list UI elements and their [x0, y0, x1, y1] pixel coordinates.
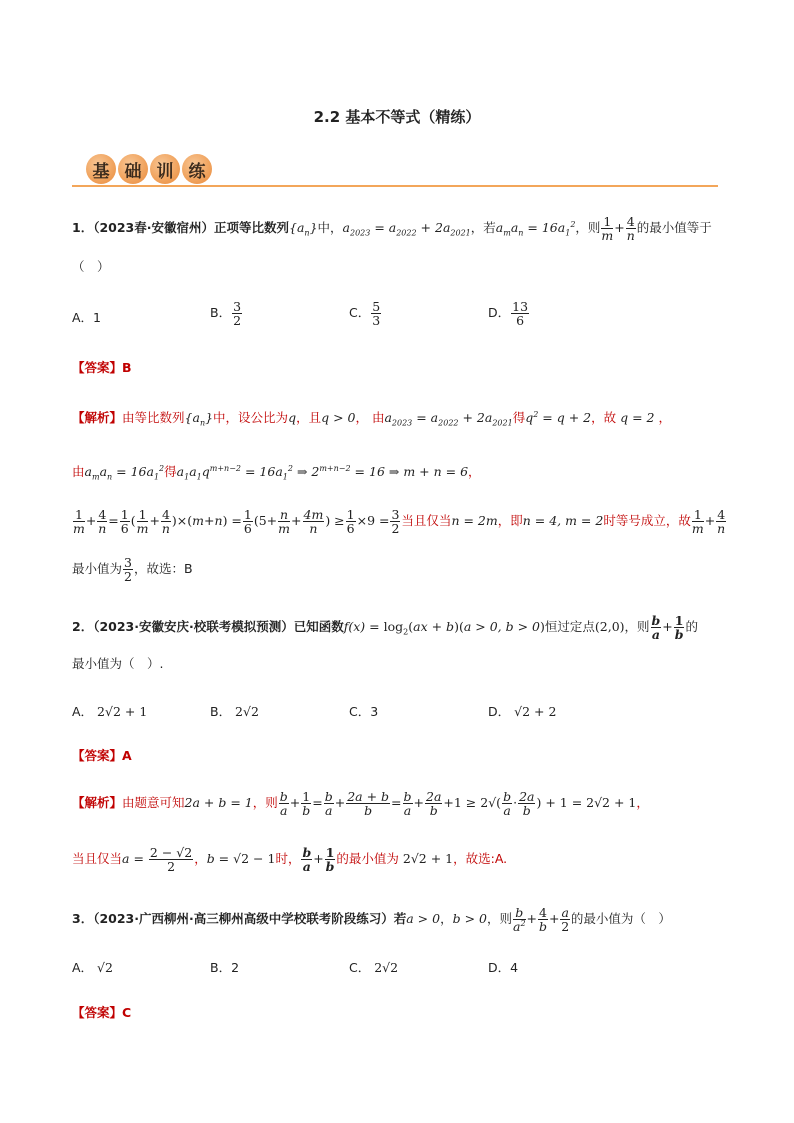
option-d: D．4 [488, 960, 519, 975]
answer-1: 【答案】B [72, 360, 132, 375]
banner-char: 础 [118, 154, 148, 184]
option-a: A． 2√2 + 1 [72, 704, 148, 719]
answer-3: 【答案】C [72, 1005, 132, 1020]
solution-1-line-4: 最小值为 $\frac{3}{2}$ ，故选：B [72, 555, 193, 585]
option-a: A． √2 [72, 960, 113, 975]
page-title: 2.2 基本不等式（精练） [313, 108, 481, 126]
solution-1-line-2: 由$a_ma_n = 16a_1^2$得$a_1a_1q^{m+n-2} = 16a_1^2$ ⇒ $2^{m+n-2} = 16$ ⇒ m + n = 6， [72, 463, 481, 482]
option-b: B． 2√2 [210, 704, 259, 719]
question-1-paren: （ ） [72, 259, 110, 274]
option-d: D． √2 + 2 [488, 704, 557, 719]
option-c: C． $\frac{5}{3}$ [349, 299, 381, 329]
solution-2-line-1: 【解析】由题意可知2a + b = 1，则 $\frac{b}{a}$ + $\frac{1}{b}$ = $\frac{b}{a}$ + $\frac{2a + b}{b}$ = $\frac{b}{a}$ + $\frac{2a}{b}$ +1 ≥ 2√( $\frac{b}{a}$ · $\frac{2a}{b}$ ) + 1 = 2√2 + 1， [72, 789, 649, 819]
banner-char: 练 [182, 154, 212, 184]
option-c: C． 2√2 [349, 960, 399, 975]
banner-char: 基 [86, 154, 116, 184]
option-c: C．3 [349, 704, 379, 719]
solution-2-line-2: 当且仅当a = $\frac{2 - √2}{2}$ ，b = √2 − 1时， $\frac{b}{a}$ + $\frac{1}{b}$ 的最小值为 2√2 + 1，故选:A. [72, 845, 508, 875]
question-3: 3．（2023·广西柳州·高三柳州高级中学校联考阶段练习）若a > 0，b > 0，则 $\frac{b}{a^2}$ + $\frac{4}{b}$ + $\frac{a}{2}$ 的最小值为（ ） [72, 905, 671, 935]
question-1: 1．（2023春·安徽宿州）正项等比数列$\{a_n\}$中，$a_{2023} = a_{2022} + 2a_{2021}$，若$a_ma_n = 16a_1^2$，则 $\frac{1}{m}$ + $\frac{4}{n}$ 的最小值等于 [72, 214, 712, 244]
question-2-line-2: 最小值为（ ）. [72, 656, 164, 671]
banner-char: 训 [150, 154, 180, 184]
option-d: D． $\frac{13}{6}$ [488, 299, 529, 329]
solution-1-line-3: $\frac{1}{m}$ + $\frac{4}{n}$ = $\frac{1}{6}$ ( $\frac{1}{m}$ + $\frac{4}{n}$ )×(m+n) = $\frac{1}{6}$ (5+ $\frac{n}{m}$ + $\frac{4m}{n}$ ) ≥ $\frac{1}{6}$ ×9 = $\frac{3}{2}$ 当且仅当n = 2m，即n = 4, m = 2时等号成立，故 $\frac{1}{m}$ + $\frac{4}{n}$ [73, 507, 726, 537]
solution-1-line-1: 【解析】由等比数列$\{a_n\}$中，设公比为q，且q > 0， 由$a_{2023} = a_{2022} + 2a_{2021}$得$q^2 = q + 2$，故 q = 2 ， [72, 409, 671, 428]
section-banner [86, 154, 214, 186]
section-divider [72, 185, 718, 187]
answer-2: 【答案】A [72, 748, 132, 763]
option-b: B．2 [210, 960, 240, 975]
option-b: B． $\frac{3}{2}$ [210, 299, 242, 329]
question-2: 2．（2023·安徽安庆·校联考模拟预测）已知函数$f(x) = \log_2(ax + b)(a > 0$, b > 0)恒过定点(2,0)，则 $\frac{b}{a}$ + $\frac{1}{b}$ 的 [72, 613, 698, 643]
option-a: A．1 [72, 310, 102, 325]
